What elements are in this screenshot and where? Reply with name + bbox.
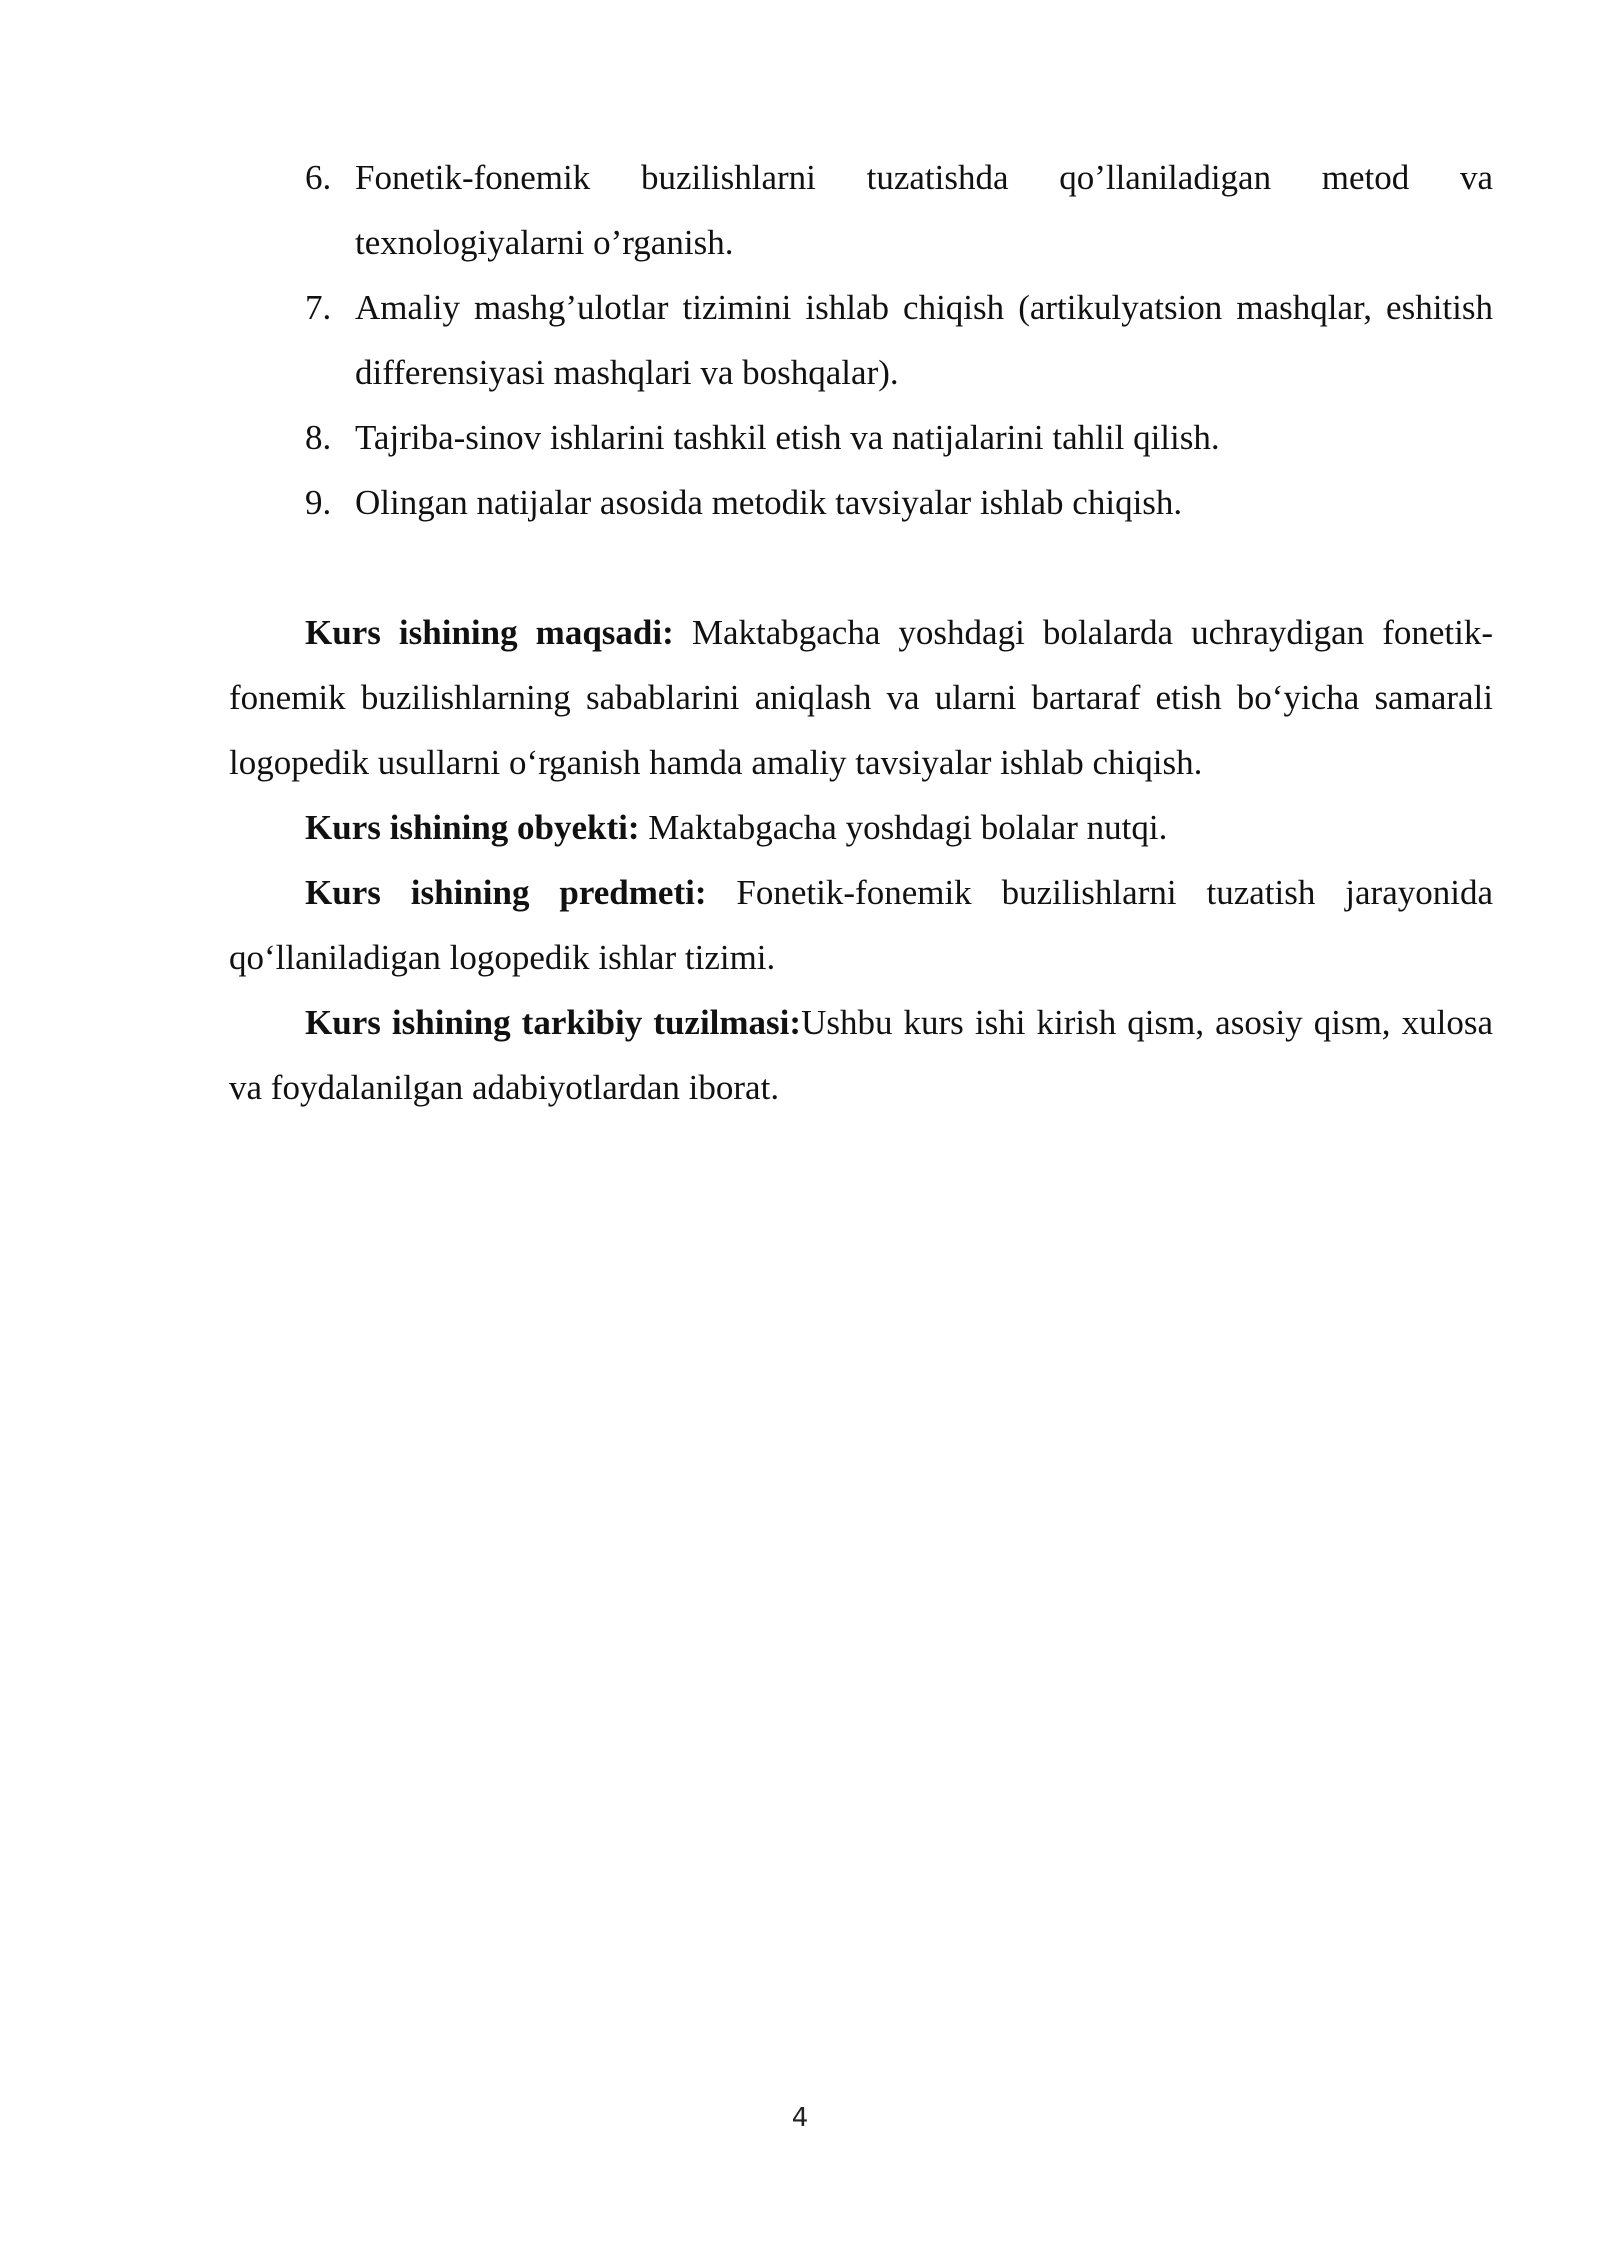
list-item [305, 145, 1493, 275]
list-item-number: 9. [305, 483, 332, 522]
list-item [305, 275, 1493, 405]
section-purpose-label: Kurs ishining maqsadi: [305, 613, 674, 652]
section-purpose-text: Maktabgacha yoshdagi bolalarda uchraydigan fonetik-fonemik buzilishlarning sabablarini aniqlash va ularni bartaraf etish bo‘yicha samarali logopedik usullarni o‘rganish hamda amaliy tavsiyalar ishlab chiqish. [229, 613, 1493, 782]
course-work-sections [229, 600, 1493, 1120]
list-item-number: 8. [305, 418, 332, 457]
list-item-text: Tajriba-sinov ishlarini tashkil etish va natijalarini tahlil qilish. [355, 418, 1220, 457]
list-item [305, 405, 1493, 470]
list-item [305, 470, 1493, 535]
section-subject-text: Fonetik-fonemik buzilishlarni tuzatish jarayonida qo‘llaniladigan logopedik ishlar tizimi. [229, 873, 1493, 977]
section-structure-text: Ushbu kurs ishi kirish qism, asosiy qism, xulosa va foydalanilgan adabiyotlardan iborat. [229, 1003, 1493, 1107]
section-purpose [229, 600, 1493, 795]
section-object-text: Maktabgacha yoshdagi bolalar nutqi. [639, 808, 1168, 847]
section-object-label: Kurs ishining obyekti: [305, 808, 640, 847]
section-structure [229, 990, 1493, 1120]
section-object [229, 795, 1493, 860]
section-subject [229, 860, 1493, 990]
section-subject-label: Kurs ishining predmeti: [305, 873, 707, 912]
list-item-text: Fonetik-fonemik buzilishlarni tuzatishda qo’llaniladigan metod va texnologiyalarni o’rganish. [355, 158, 1493, 262]
numbered-list [305, 145, 1493, 535]
list-item-number: 6. [305, 158, 332, 197]
section-structure-label: Kurs ishining tarkibiy tuzilmasi: [305, 1003, 802, 1042]
list-item-text: Amaliy mashg’ulotlar tizimini ishlab chiqish (artikulyatsion mashqlar, eshitish differensiyasi mashqlari va boshqalar). [355, 288, 1493, 392]
page-number: 4 [791, 2103, 809, 2133]
list-item-number: 7. [305, 288, 332, 327]
list-item-text: Olingan natijalar asosida metodik tavsiyalar ishlab chiqish. [355, 483, 1183, 522]
